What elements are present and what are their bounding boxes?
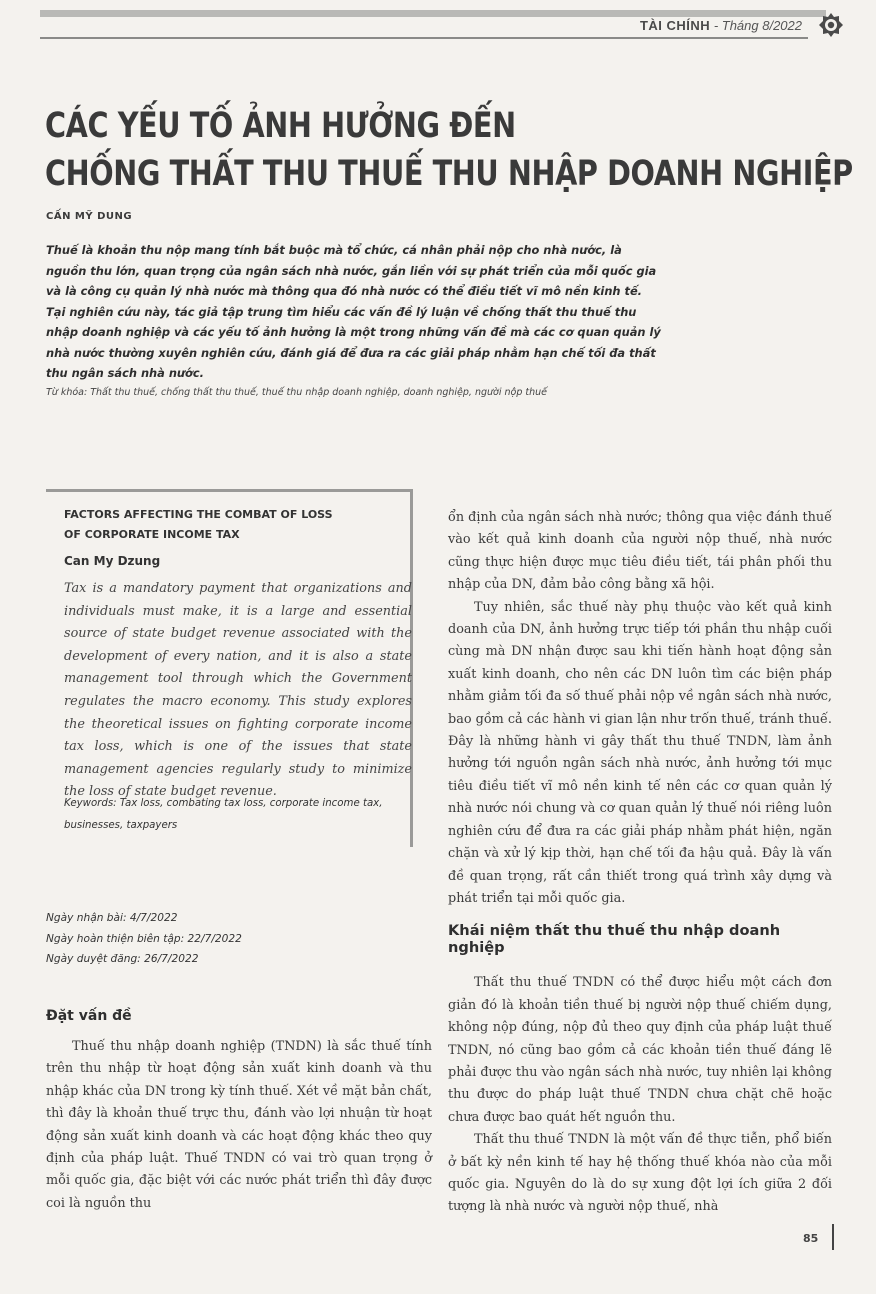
journal-issue: - Tháng 8/2022	[713, 18, 802, 33]
english-title-line-2: OF CORPORATE INCOME TAX	[64, 528, 240, 541]
body-paragraph: Thất thu thuế TNDN có thể được hiểu một cách đơn giản đó là khoản tiền thuế bị người nộp thuế chiếm dụng, không nộp đúng, nộp đủ theo quy định của pháp luật thuế TNDN, nó cũng bao gồm cả các khoản tiền thuế đáng lẽ phải được thu vào ngân sách nhà nước, tuy nhiên lại không thu được do pháp luật thuế TNDN chưa chặt chẽ hoặc chưa được bao quát hết nguồn thu.	[448, 975, 832, 1125]
header-rule	[40, 37, 808, 39]
journal-section: TÀI CHÍNH	[639, 18, 711, 33]
section-heading-introduction: Đặt vấn đề	[46, 1008, 132, 1024]
article-title	[45, 102, 853, 198]
english-author: Can My Dzung	[64, 554, 161, 568]
body-paragraph: ổn định của ngân sách nhà nước; thông qua việc đánh thuế vào kết quả kinh doanh của người nộp thuế, nhà nước cũng thực hiện được mục tiêu điều tiết, tái phân phối thu nhập của DN, đảm bảo công bằng xã hội.	[448, 510, 832, 593]
date-approved: Ngày duyệt đăng: 26/7/2022	[46, 953, 199, 965]
body-paragraph: Thuế thu nhập doanh nghiệp (TNDN) là sắc thuế tính trên thu nhập từ hoạt động sản xuất kinh doanh và thu nhập khác của DN trong kỳ tính thuế. Xét về mặt bản chất, thì đây là khoản thuế trực thu, đánh vào lợi nhuận từ hoạt động sản xuất kinh doanh và các hoạt động khác theo quy định của pháp luật. Thuế TNDN có vai trò quan trọng ở mỗi quốc gia, đặc biệt với các nước phát triển thì đây được coi là nguồn thu	[46, 1039, 432, 1211]
header-top-bar	[40, 10, 826, 17]
body-paragraph: Thất thu thuế TNDN là một vấn đề thực tiễn, phổ biến ở bất kỳ nền kinh tế hay hệ thống thuế khóa nào của mỗi quốc gia. Nguyên do là do sự xung đột lợi ích giữa 2 đối tượng là nhà nước và người nộp thuế, nhà	[448, 1132, 832, 1215]
left-column-body	[46, 1008, 432, 1215]
submission-dates	[46, 908, 346, 970]
article-author: CẤN MỸ DUNG	[46, 211, 133, 222]
page-number: 85	[803, 1232, 819, 1245]
body-paragraph: Tuy nhiên, sắc thuế này phụ thuộc vào kết quả kinh doanh của DN, ảnh hưởng trực tiếp tới phần thu nhập cuối cùng mà DN nhận được sau khi tiến hành hoạt động sản xuất kinh doanh, cho nên các DN luôn tìm các biện pháp nhằm giảm tối đa số thuế phải nộp về ngân sách nhà nước, bao gồm cả các hành vi gian lận như trốn thuế, tránh thuế. Đây là những hành vi gây thất thu thuế TNDN, làm ảnh hưởng tới nguồn ngân sách nhà nước, ảnh hưởng tới mục tiêu điều tiết vĩ mô nền kinh tế nên các cơ quan quản lý nhà nước nói chung và cơ quan quản lý thuế nói riêng luôn nghiên cứu để đưa ra các giải pháp nhằm phát hiện, ngăn chặn và xử lý kịp thời, hạn chế tối đa hậu quả. Đây là vấn đề quan trọng, rất cần thiết trong quá trình xây dựng và phát triển tại mỗi quốc gia.	[448, 599, 832, 906]
date-received: Ngày nhận bài: 4/7/2022	[46, 912, 178, 924]
english-title-line-1: FACTORS AFFECTING THE COMBAT OF LOSS	[64, 508, 333, 521]
date-revised: Ngày hoàn thiện biên tập: 22/7/2022	[46, 932, 242, 945]
section-heading-concept: Khái niệm thất thu thuế thu nhập doanh nghiệp	[448, 922, 781, 957]
english-abstract: Tax is a mandatory payment that organizations and individuals must make, it is a large and essential source of state budget revenue associated with the development of every nation, and it is also a state management tool through which the Government regulates the macro economy. This study explores the theoretical issues on fighting corporate income tax loss, which is one of the issues that state management agencies regularly study to minimize the loss of state budget revenue.	[64, 581, 412, 800]
journal-logo-icon	[818, 12, 844, 38]
running-header	[640, 18, 802, 33]
vietnamese-keywords: Từ khóa: Thất thu thuế, chống thất thu thuế, thuế thu nhập doanh nghiệp, doanh nghiệp, người nộp thuế	[46, 387, 547, 398]
english-title	[64, 505, 364, 545]
english-keywords: Keywords: Tax loss, combating tax loss, corporate income tax, businesses, taxpayers	[64, 798, 383, 831]
article-title-line-1: CÁC YẾU TỐ ẢNH HƯỞNG ĐẾN	[45, 106, 516, 146]
right-column-body	[448, 507, 832, 1219]
article-title-line-2: CHỐNG THẤT THU THUẾ THU NHẬP DOANH NGHIỆP	[45, 154, 853, 194]
vietnamese-abstract: Thuế là khoản thu nộp mang tính bắt buộc mà tổ chức, cá nhân phải nộp cho nhà nước, là nguồn thu lớn, quan trọng của ngân sách nhà nước, gắn liền với sự phát triển của mỗi quốc gia và là công cụ quản lý nhà nước mà thông qua đó nhà nước có thể điều tiết vĩ mô nền kinh tế. Tại nghiên cứu này, tác giả tập trung tìm hiểu các vấn đề lý luận về chống thất thu thuế thu nhập doanh nghiệp và các yếu tố ảnh hưởng là một trong những vấn đề mà các cơ quan quản lý nhà nước thường xuyên nghiên cứu, đánh giá để đưa ra các giải pháp nhằm hạn chế tối đa thất thu ngân sách nhà nước.	[46, 243, 661, 380]
page-number-rule	[832, 1224, 834, 1250]
